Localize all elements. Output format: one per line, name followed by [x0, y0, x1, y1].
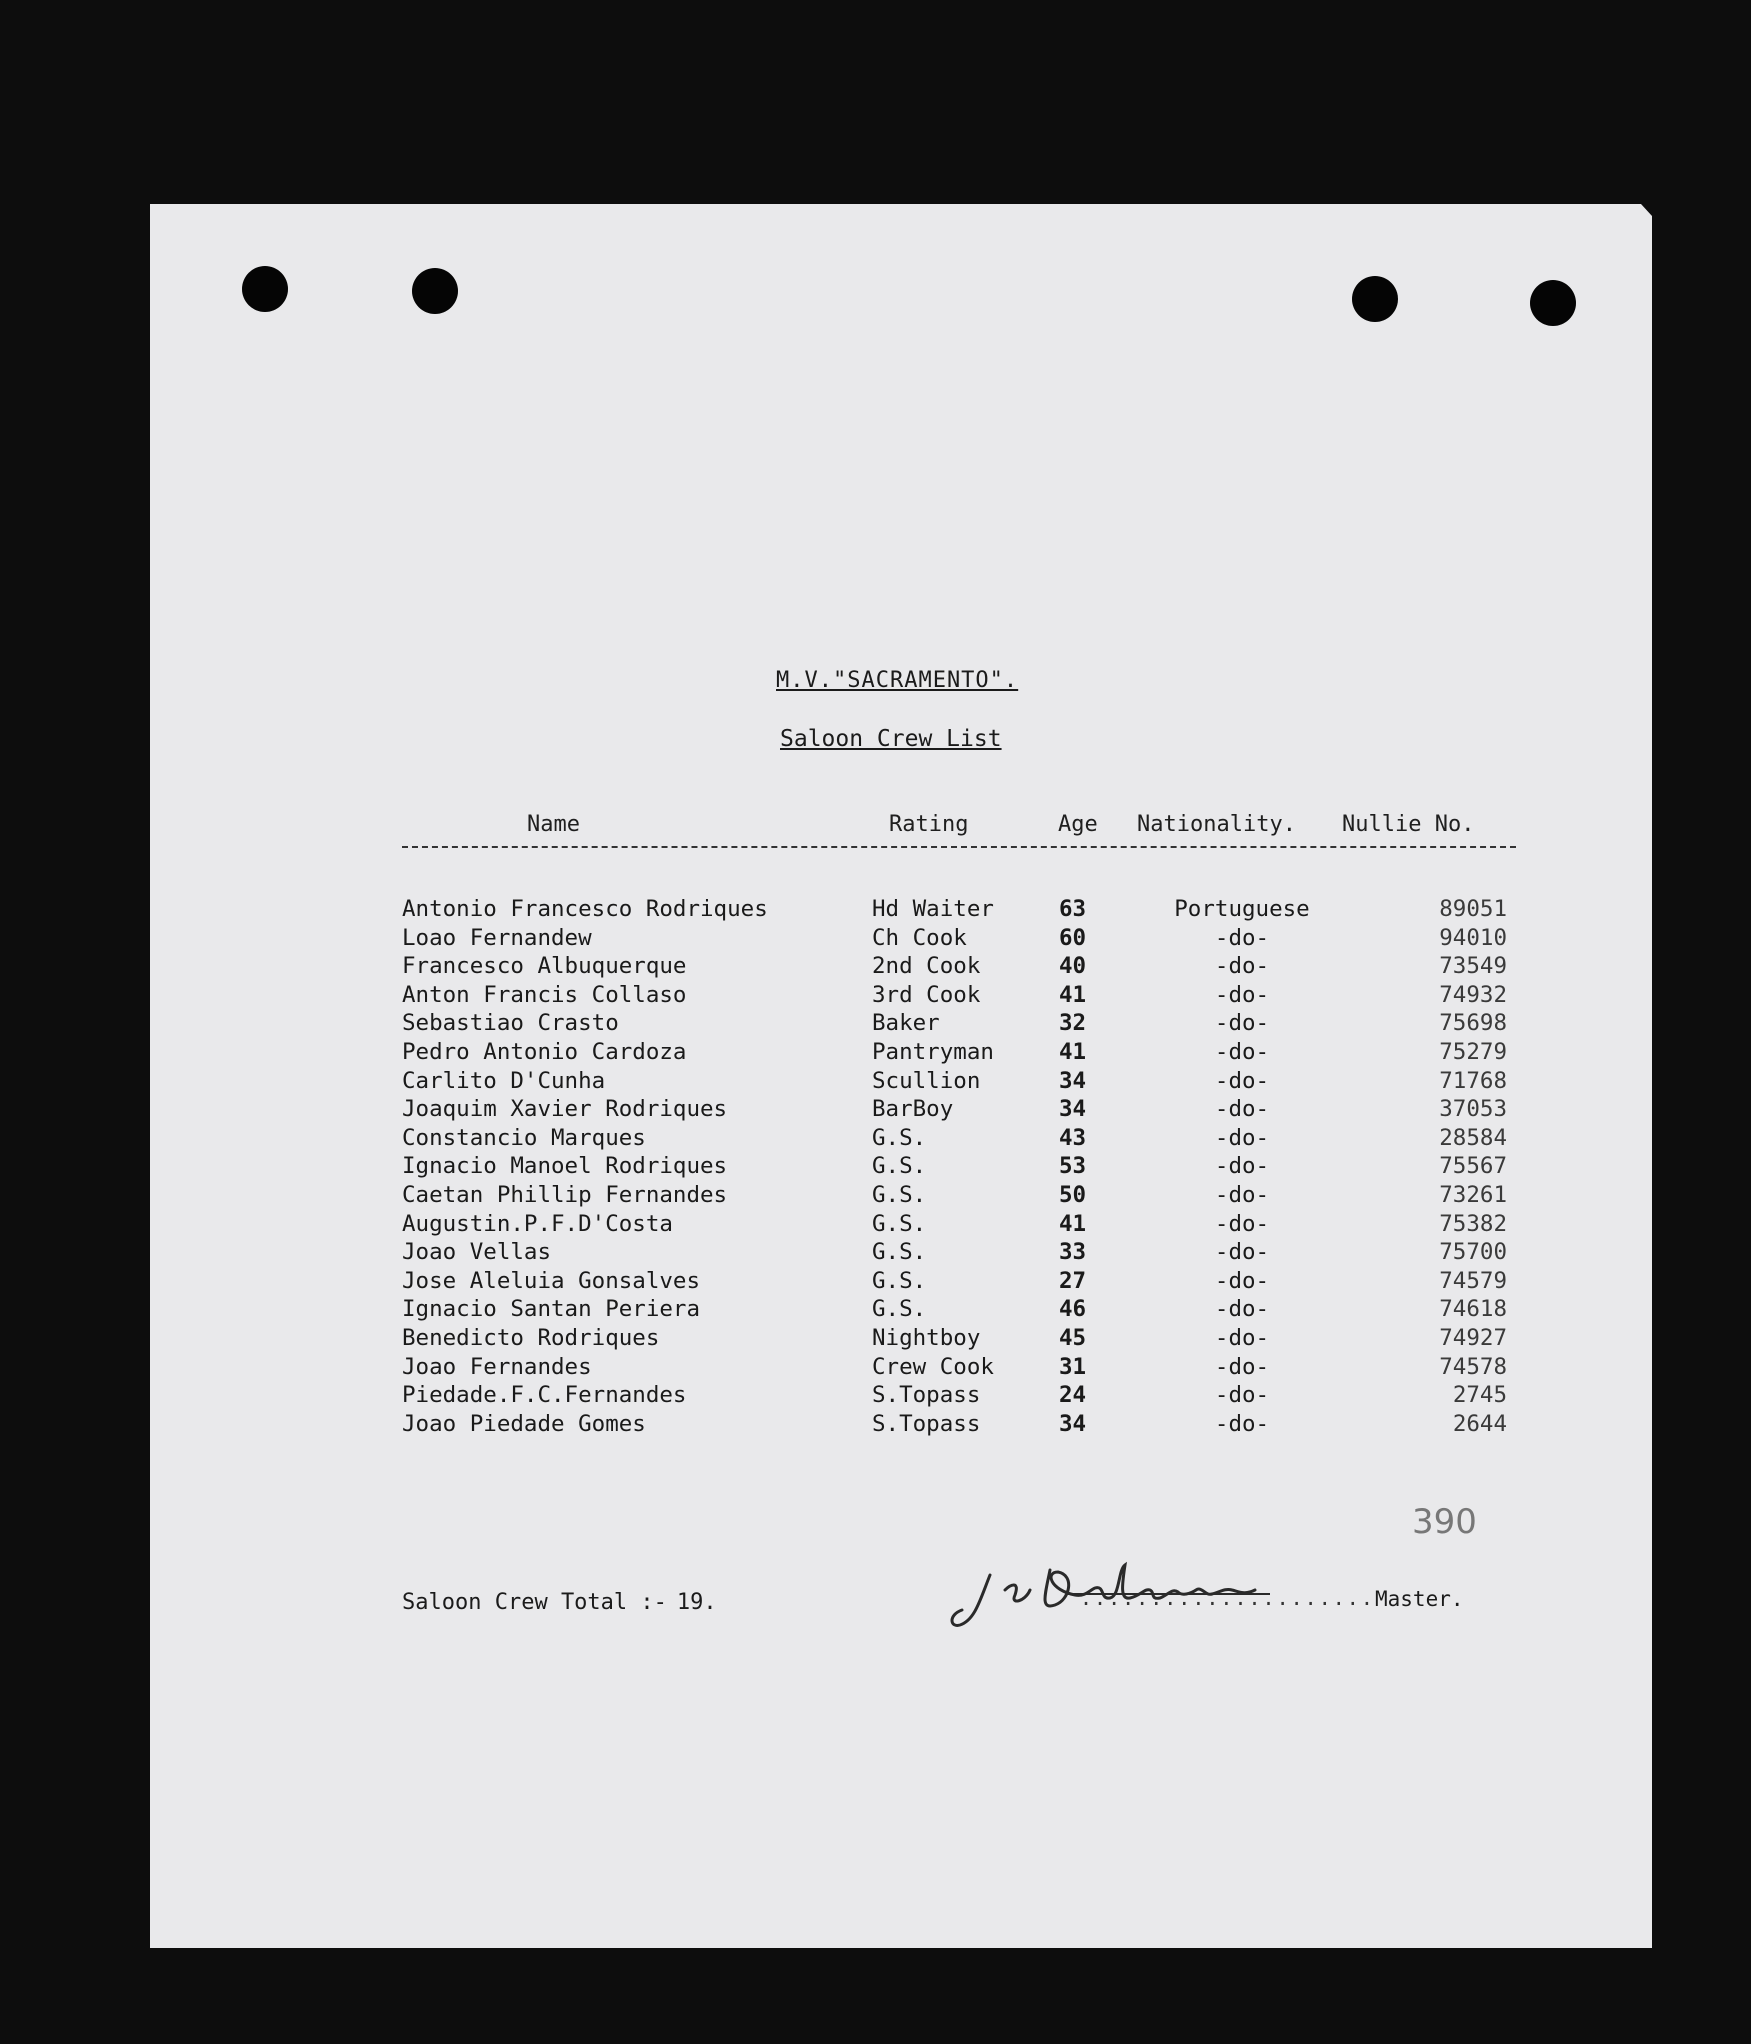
crew-age: 43: [1059, 1124, 1087, 1151]
crew-age: 27: [1059, 1267, 1087, 1294]
table-row: [402, 1268, 1516, 1297]
crew-rating: G.S.: [872, 1181, 927, 1208]
crew-rating: Nightboy: [872, 1324, 981, 1351]
crew-age: 24: [1059, 1382, 1087, 1409]
crew-rating: G.S.: [872, 1239, 927, 1266]
crew-rating: 2nd Cook: [872, 953, 981, 980]
ship-title: M.V."SACRAMENTO".: [776, 668, 1019, 693]
crew-age: 41: [1059, 1038, 1087, 1065]
crew-age: 50: [1059, 1181, 1087, 1208]
crew-nationality: -do-: [1214, 1067, 1270, 1094]
crew-name: Antonio Francesco Rodriques: [402, 896, 768, 922]
crew-age: 32: [1059, 1010, 1087, 1037]
crew-nullie-no: 75567: [1439, 1153, 1507, 1180]
crew-rating: G.S.: [872, 1124, 927, 1151]
crew-nullie-no: 89051: [1439, 896, 1507, 922]
crew-nationality: -do-: [1214, 1324, 1270, 1351]
table-row: [402, 1096, 1516, 1125]
crew-name: Benedicto Rodriques: [402, 1324, 660, 1351]
crew-name: Joao Vellas: [402, 1239, 552, 1266]
crew-nationality: -do-: [1214, 1010, 1270, 1037]
table-header: [402, 812, 1516, 848]
table-row: [402, 1239, 1516, 1268]
page-number: 390: [1412, 1502, 1477, 1542]
crew-name: Constancio Marques: [402, 1124, 646, 1151]
crew-nullie-no: 74579: [1439, 1267, 1507, 1294]
crew-age: 41: [1059, 981, 1087, 1008]
table-row: [402, 1010, 1516, 1039]
header-nationality: Nationality.: [1137, 812, 1296, 837]
crew-nullie-no: 2745: [1452, 1382, 1507, 1409]
crew-nullie-no: 75382: [1439, 1210, 1507, 1237]
crew-name: Carlito D'Cunha: [402, 1067, 606, 1094]
table-row: [402, 1411, 1516, 1440]
crew-age: 53: [1059, 1153, 1087, 1180]
crew-nationality: -do-: [1214, 953, 1270, 980]
crew-name: Loao Fernandew: [402, 924, 592, 951]
crew-rating: G.S.: [872, 1153, 927, 1180]
table-row: [402, 1182, 1516, 1211]
table-row: [402, 1354, 1516, 1383]
table-row: [402, 896, 1516, 925]
crew-rating: Scullion: [872, 1067, 981, 1094]
crew-rating: Hd Waiter: [872, 896, 994, 922]
crew-age: 31: [1059, 1353, 1087, 1380]
crew-name: Piedade.F.C.Fernandes: [402, 1382, 687, 1409]
crew-nationality: -do-: [1214, 1353, 1270, 1380]
crew-rating: Ch Cook: [872, 924, 967, 951]
crew-nullie-no: 74932: [1439, 981, 1507, 1008]
table-row: [402, 1382, 1516, 1411]
crew-rating: G.S.: [872, 1267, 927, 1294]
crew-age: 45: [1059, 1324, 1087, 1351]
punch-hole: [412, 268, 458, 314]
crew-rating: Baker: [872, 1010, 940, 1037]
crew-nullie-no: 37053: [1439, 1096, 1507, 1123]
crew-name: Joao Piedade Gomes: [402, 1410, 646, 1437]
header-nullie-no: Nullie No.: [1342, 812, 1475, 837]
table-row: [402, 1325, 1516, 1354]
crew-nationality: -do-: [1214, 1267, 1270, 1294]
table-row: [402, 1296, 1516, 1325]
crew-name: Jose Aleluia Gonsalves: [402, 1267, 701, 1294]
crew-age: 60: [1059, 924, 1087, 951]
crew-age: 41: [1059, 1210, 1087, 1237]
crew-nationality: -do-: [1214, 1296, 1270, 1323]
crew-nullie-no: 71768: [1439, 1067, 1507, 1094]
list-title: Saloon Crew List: [780, 726, 1002, 752]
crew-nationality: -do-: [1214, 1181, 1270, 1208]
crew-name: Joao Fernandes: [402, 1353, 592, 1380]
table-row: [402, 1211, 1516, 1240]
crew-name: Francesco Albuquerque: [402, 953, 687, 980]
signature-dotted-line: .....................: [1080, 1586, 1375, 1610]
crew-nullie-no: 73549: [1439, 953, 1507, 980]
table-row: [402, 982, 1516, 1011]
crew-age: 40: [1059, 953, 1087, 980]
crew-name: Ignacio Santan Periera: [402, 1296, 701, 1323]
crew-name: Caetan Phillip Fernandes: [402, 1181, 728, 1208]
crew-nationality: -do-: [1214, 1210, 1270, 1237]
crew-nationality: Portuguese: [1174, 896, 1310, 922]
crew-age: 33: [1059, 1239, 1087, 1266]
crew-table: [402, 896, 1516, 1439]
crew-rating: G.S.: [872, 1296, 927, 1323]
crew-rating: BarBoy: [872, 1096, 954, 1123]
crew-nationality: -do-: [1214, 1410, 1270, 1437]
crew-age: 34: [1059, 1067, 1087, 1094]
crew-nationality: -do-: [1214, 1153, 1270, 1180]
crew-nullie-no: 73261: [1439, 1181, 1507, 1208]
table-row: [402, 1039, 1516, 1068]
crew-nullie-no: 75700: [1439, 1239, 1507, 1266]
crew-nationality: -do-: [1214, 924, 1270, 951]
total-value: 19.: [676, 1590, 717, 1615]
crew-name: Joaquim Xavier Rodriques: [402, 1096, 728, 1123]
crew-nullie-no: 74578: [1439, 1353, 1507, 1380]
header-rating: Rating: [889, 812, 969, 837]
table-row: [402, 1125, 1516, 1154]
header-name: Name: [527, 812, 580, 837]
crew-name: Anton Francis Collaso: [402, 981, 687, 1008]
table-row: [402, 925, 1516, 954]
crew-rating: Crew Cook: [872, 1353, 994, 1380]
crew-age: 46: [1059, 1296, 1087, 1323]
table-row: [402, 1153, 1516, 1182]
crew-rating: S.Topass: [872, 1382, 981, 1409]
table-row: [402, 1068, 1516, 1097]
crew-nullie-no: 74618: [1439, 1296, 1507, 1323]
crew-nationality: -do-: [1214, 981, 1270, 1008]
crew-nullie-no: 74927: [1439, 1324, 1507, 1351]
crew-age: 34: [1059, 1410, 1087, 1437]
crew-nationality: -do-: [1214, 1096, 1270, 1123]
crew-nullie-no: 28584: [1439, 1124, 1507, 1151]
crew-total: [402, 1590, 727, 1615]
crew-name: Pedro Antonio Cardoza: [402, 1038, 687, 1065]
crew-nationality: -do-: [1214, 1382, 1270, 1409]
punch-hole: [242, 266, 288, 312]
crew-nationality: -do-: [1214, 1038, 1270, 1065]
crew-nullie-no: 75698: [1439, 1010, 1507, 1037]
crew-nationality: -do-: [1214, 1239, 1270, 1266]
table-row: [402, 953, 1516, 982]
crew-nullie-no: 75279: [1439, 1038, 1507, 1065]
crew-rating: Pantryman: [872, 1038, 994, 1065]
crew-nullie-no: 94010: [1439, 924, 1507, 951]
crew-age: 63: [1059, 896, 1087, 922]
punch-hole: [1352, 276, 1398, 322]
crew-name: Augustin.P.F.D'Costa: [402, 1210, 673, 1237]
crew-rating: G.S.: [872, 1210, 927, 1237]
punch-hole: [1530, 280, 1576, 326]
crew-rating: S.Topass: [872, 1410, 981, 1437]
crew-age: 34: [1059, 1096, 1087, 1123]
crew-nationality: -do-: [1214, 1124, 1270, 1151]
total-label: Saloon Crew Total :-: [402, 1590, 667, 1615]
signature-title: Master.: [1375, 1587, 1464, 1611]
crew-rating: 3rd Cook: [872, 981, 981, 1008]
header-age: Age: [1058, 812, 1098, 837]
crew-name: Sebastiao Crasto: [402, 1010, 619, 1037]
crew-name: Ignacio Manoel Rodriques: [402, 1153, 728, 1180]
crew-nullie-no: 2644: [1452, 1410, 1507, 1437]
